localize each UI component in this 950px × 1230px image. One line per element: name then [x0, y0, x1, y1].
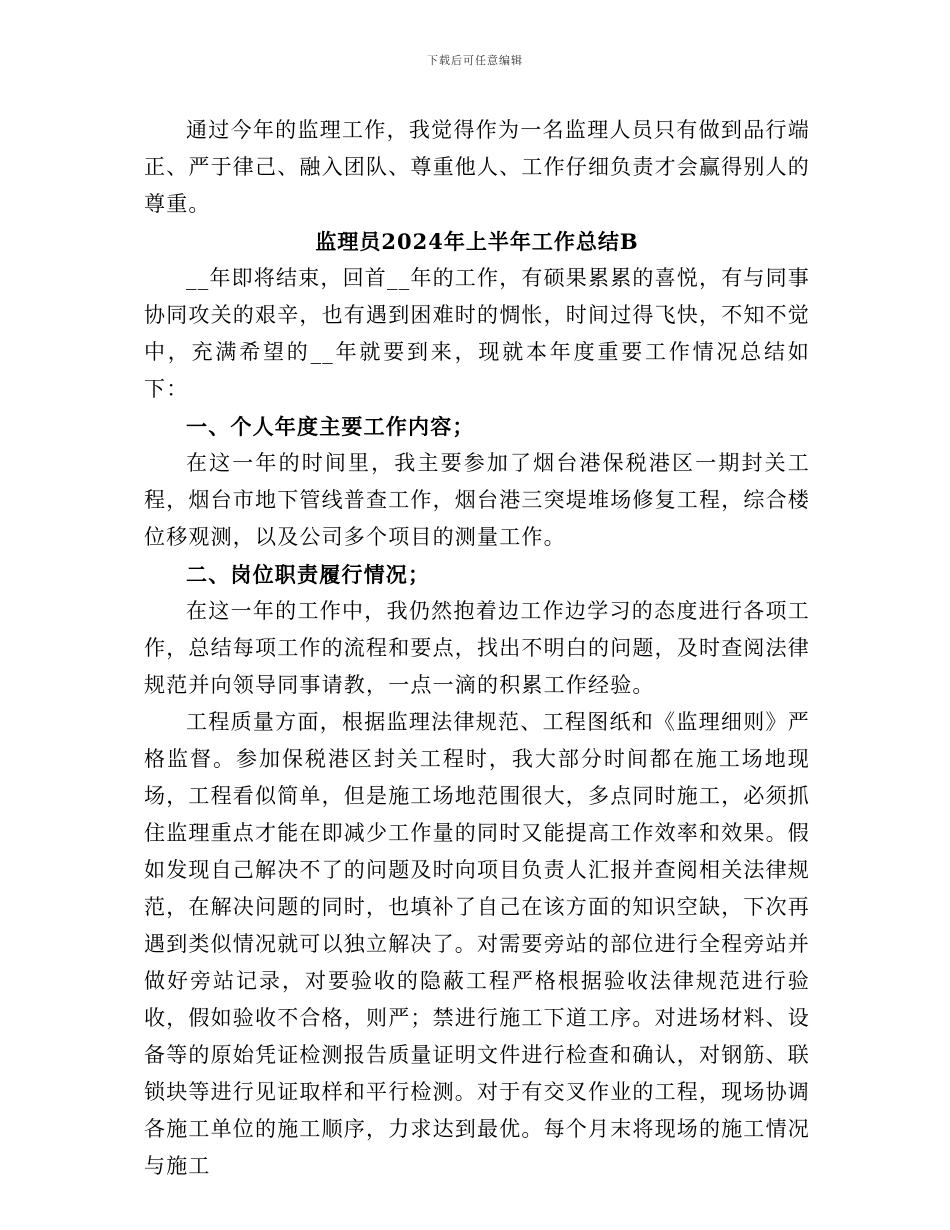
section-1-heading: 一、个人年度主要工作内容；	[186, 414, 475, 439]
document-title: 监理员2024年上半年工作总结B	[315, 229, 639, 254]
header-note: 下载后可任意编辑	[427, 54, 523, 67]
section-2-paragraph-2: 工程质量方面，根据监理法律规范、工程图纸和《监理细则》严格监督。参加保税港区封关工程时，我大部分时间都在施工场地现场，工程看似简单，但是施工场地范围很大，多点同时施工，必须抓住监理重点才能在即减少工作量的同时又能提高工作效率和效果。假如发现自己解决不了的问题及时向项目负责人汇报并查阅相关法律规范，在解决问题的同时，也填补了自己在该方面的知识空缺，下次再遇到类似情况就可以独立解决了。对需要旁站的部位进行全程旁站并做好旁站记录，对要验收的隐蔽工程严格根据验收法律规范进行验收，假如验收不合格，则严；禁进行施工下道工序。对进场材料、设备等的原始凭证检测报告质量证明文件进行检查和确认，对钢筋、联锁块等进行见证取样和平行检测。对于有交叉作业的工程，现场协调各施工单位的施工顺序，力求达到最优。每个月末将现场的施工情况与施工	[144, 710, 810, 1178]
document-body	[144, 112, 810, 1185]
section-2-heading: 二、岗位职责履行情况；	[186, 562, 431, 587]
intro-paragraph: 通过今年的监理工作，我觉得作为一名监理人员只有做到品行端正、严于律己、融入团队、尊重他人、工作仔细负责才会赢得别人的尊重。	[144, 118, 810, 216]
opening-paragraph: __年即将结束，回首__年的工作，有硕果累累的喜悦，有与同事协同攻关的艰辛，也有遇到困难时的惆怅，时间过得飞快，不知不觉中，充满希望的__年就要到来，现就本年度重要工作情况总结如下：	[144, 266, 810, 401]
section-2-paragraph-1: 在这一年的工作中，我仍然抱着边工作边学习的态度进行各项工作，总结每项工作的流程和要点，找出不明白的问题，及时查阅法律规范并向领导同事请教，一点一滴的积累工作经验。	[144, 599, 810, 697]
section-1-paragraph: 在这一年的时间里，我主要参加了烟台港保税港区一期封关工程，烟台市地下管线普查工作，烟台港三突堤堆场修复工程，综合楼位移观测，以及公司多个项目的测量工作。	[144, 451, 810, 549]
